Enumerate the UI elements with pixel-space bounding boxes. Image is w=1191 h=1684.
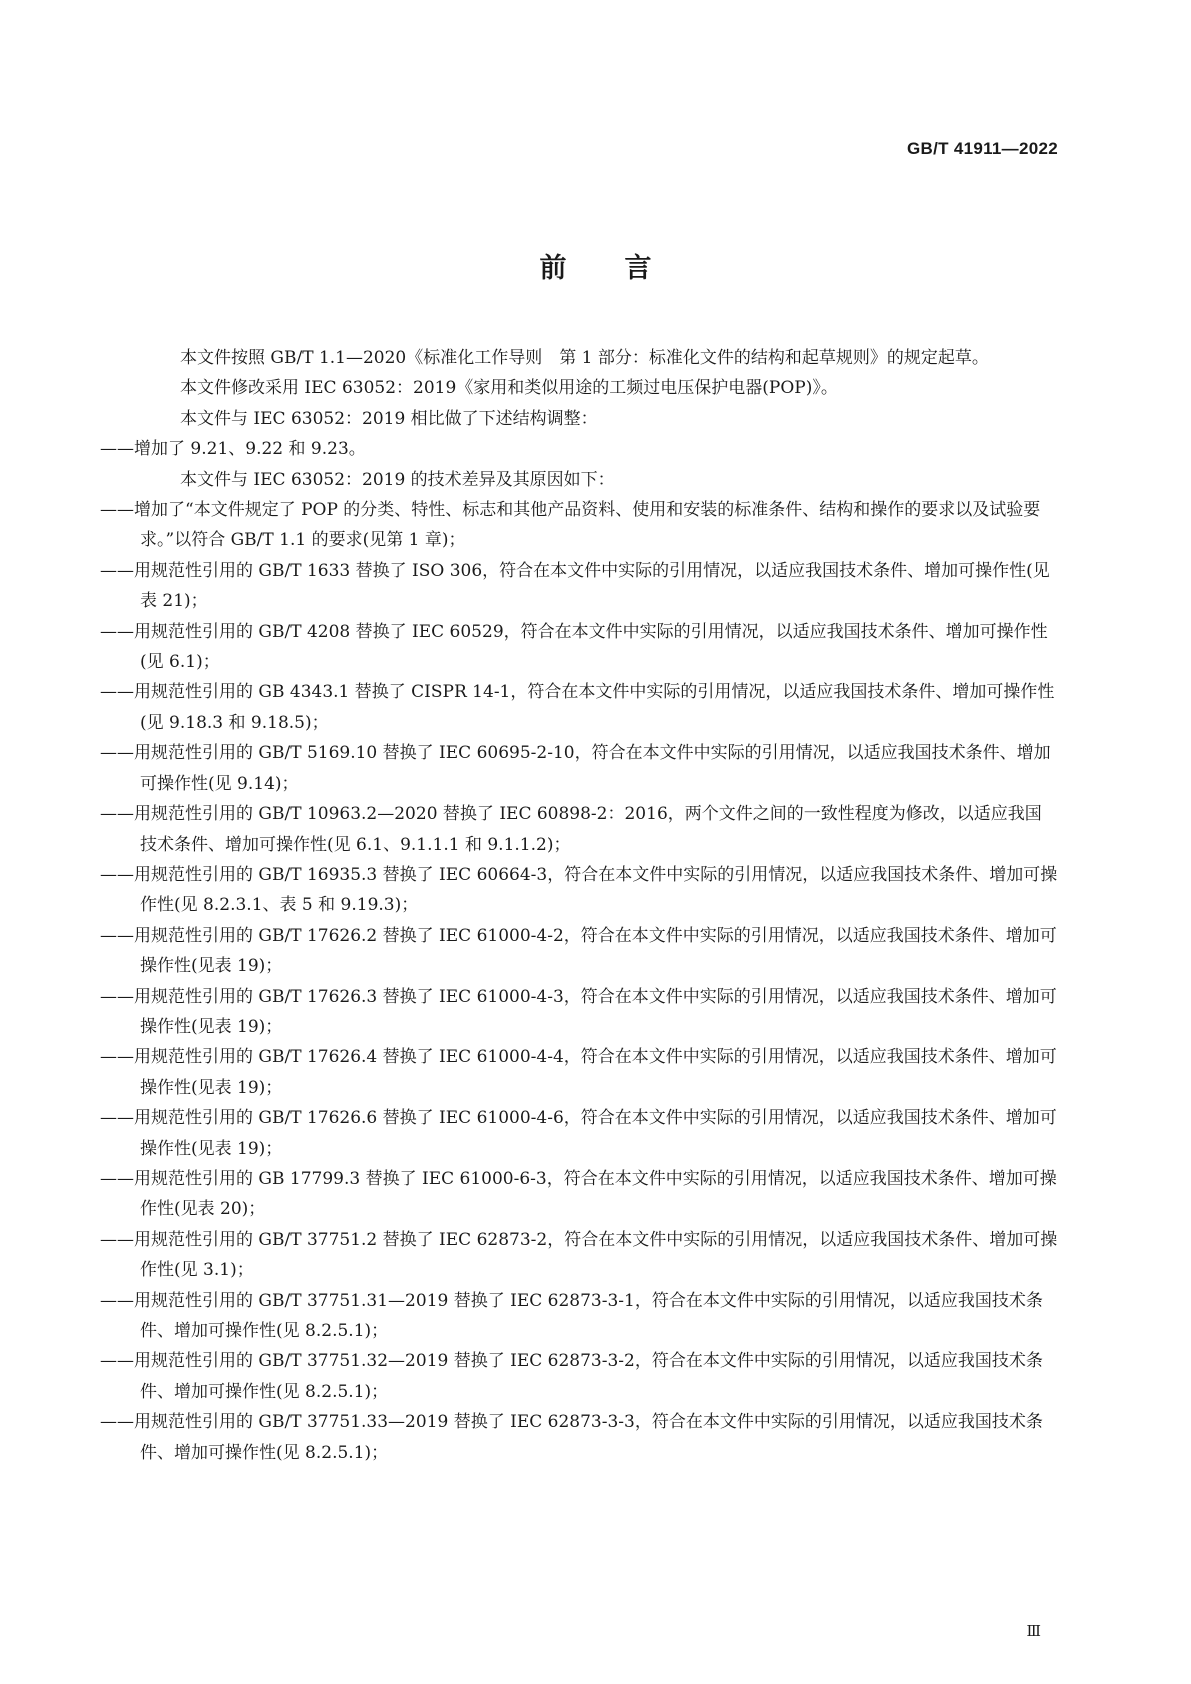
list-item: ——用规范性引用的 GB/T 37751.33—2019 替换了 IEC 62873-3-3，符合在本文件中实际的引用情况，以适应我国技术条件、增加可操作性(见 8.2.5.1)； (100, 1412, 1043, 1463)
paragraph: 本文件按照 GB/T 1.1—2020《标准化工作导则 第 1 部分：标准化文件的结构和起草规则》的规定起草。 (180, 348, 989, 368)
list-item: ——用规范性引用的 GB/T 16935.3 替换了 IEC 60664-3，符合在本文件中实际的引用情况，以适应我国技术条件、增加可操作性(见 8.2.3.1、表 5 和 9.19.3)； (100, 864, 1058, 916)
page-number: Ⅲ (1026, 1622, 1041, 1640)
list-item: ——用规范性引用的 GB 17799.3 替换了 IEC 61000-6-3，符合在本文件中实际的引用情况，以适应我国技术条件、增加可操作性(见表 20)； (100, 1168, 1057, 1220)
list-item: ——用规范性引用的 GB/T 1633 替换了 ISO 306，符合在本文件中实际的引用情况，以适应我国技术条件、增加可操作性(见表 21)； (100, 560, 1050, 612)
list-item: ——用规范性引用的 GB/T 17626.3 替换了 IEC 61000-4-3，符合在本文件中实际的引用情况，以适应我国技术条件、增加可操作性(见表 19)； (100, 986, 1057, 1037)
list-item: ——用规范性引用的 GB/T 4208 替换了 IEC 60529，符合在本文件中实际的引用情况，以适应我国技术条件、增加可操作性(见 6.1)； (100, 621, 1048, 673)
list-item: ——增加了 9.21、9.22 和 9.23。 (100, 439, 366, 460)
list-item: ——用规范性引用的 GB/T 37751.32—2019 替换了 IEC 62873-3-2，符合在本文件中实际的引用情况，以适应我国技术条件、增加可操作性(见 8.2.5.1)； (100, 1351, 1043, 1402)
list-item: ——用规范性引用的 GB/T 17626.6 替换了 IEC 61000-4-6，符合在本文件中实际的引用情况，以适应我国技术条件、增加可操作性(见表 19)； (100, 1108, 1057, 1159)
document-body (100, 343, 1058, 1468)
list-item: ——用规范性引用的 GB/T 17626.4 替换了 IEC 61000-4-4，符合在本文件中实际的引用情况，以适应我国技术条件、增加可操作性(见表 19)； (100, 1047, 1057, 1098)
page-title: 前言 (539, 253, 710, 284)
standard-code: GB/T 41911—2022 (907, 139, 1058, 158)
list-item: ——用规范性引用的 GB/T 17626.2 替换了 IEC 61000-4-2，符合在本文件中实际的引用情况，以适应我国技术条件、增加可操作性(见表 19)； (100, 925, 1057, 977)
paragraph: 本文件与 IEC 63052：2019 的技术差异及其原因如下： (180, 469, 615, 490)
list-item: ——用规范性引用的 GB 4343.1 替换了 CISPR 14-1，符合在本文件中实际的引用情况，以适应我国技术条件、增加可操作性(见 9.18.3 和 9.18.5)； (100, 682, 1055, 733)
paragraph: 本文件与 IEC 63052：2019 相比做了下述结构调整： (180, 408, 598, 429)
list-item: ——用规范性引用的 GB/T 10963.2—2020 替换了 IEC 60898-2：2016，两个文件之间的一致性程度为修改，以适应我国技术条件、增加可操作性(见 6.1、9.1.1.1 和 9.1.1.2)； (100, 804, 1042, 855)
list-item: ——用规范性引用的 GB/T 37751.31—2019 替换了 IEC 62873-3-1，符合在本文件中实际的引用情况，以适应我国技术条件、增加可操作性(见 8.2.5.1)； (100, 1290, 1043, 1341)
paragraph: 本文件修改采用 IEC 63052：2019《家用和类似用途的工频过电压保护电器(POP)》。 (180, 378, 838, 399)
list-item: ——增加了“本文件规定了 POP 的分类、特性、标志和其他产品资料、使用和安装的标准条件、结构和操作的要求以及试验要求。”以符合 GB/T 1.1 的要求(见第 1 章)； (100, 500, 1041, 551)
list-item: ——用规范性引用的 GB/T 5169.10 替换了 IEC 60695-2-10，符合在本文件中实际的引用情况，以适应我国技术条件、增加可操作性(见 9.14)； (100, 743, 1051, 794)
list-item: ——用规范性引用的 GB/T 37751.2 替换了 IEC 62873-2，符合在本文件中实际的引用情况，以适应我国技术条件、增加可操作性(见 3.1)； (100, 1229, 1058, 1281)
